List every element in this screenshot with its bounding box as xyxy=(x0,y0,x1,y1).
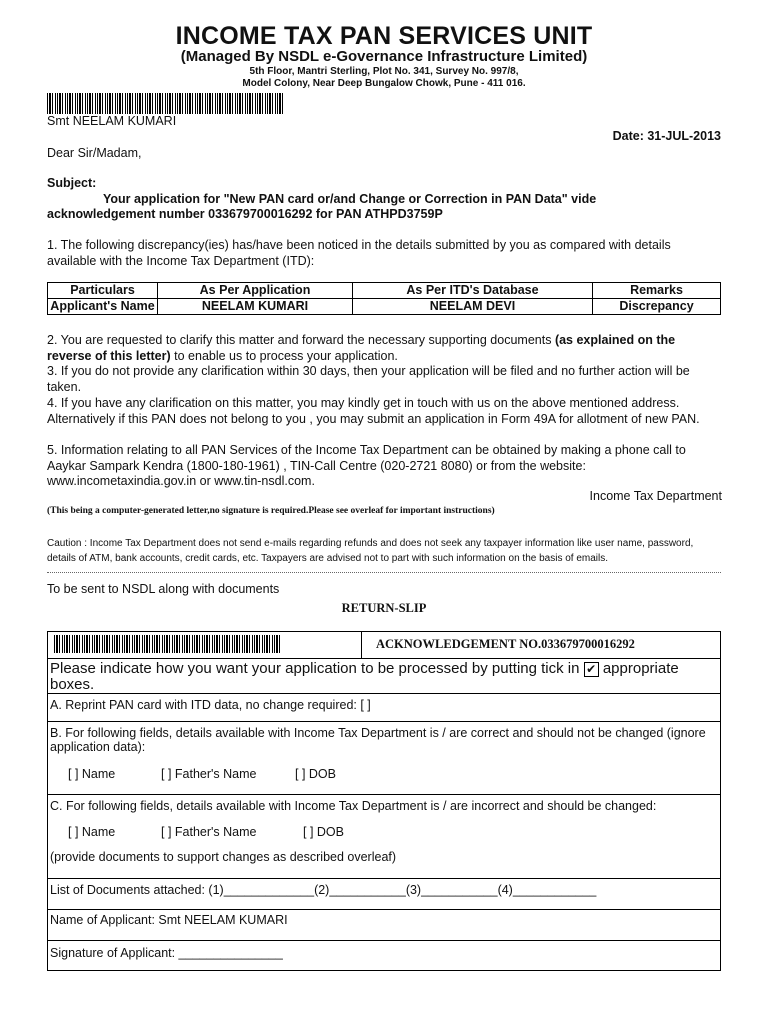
applicant-name-field: Name of Applicant: Smt NEELAM KUMARI xyxy=(48,910,720,941)
table-header: As Per ITD's Database xyxy=(353,283,593,299)
letter-date: Date: 31-JUL-2013 xyxy=(612,129,721,143)
table-cell: Discrepancy xyxy=(593,299,721,315)
paragraph-2-emphasis: (as explained on the reverse of this letter) xyxy=(47,333,676,363)
address-line-2: Model Colony, Near Deep Bungalow Chowk, Pune - 411 016. xyxy=(242,78,526,89)
option-b-dob-checkbox[interactable]: [ ] DOB xyxy=(295,767,336,781)
caution-note: Caution : Income Tax Department does not send e-mails regarding refunds and does not seek any taxpayer information like user name, password, details of ATM, bank accounts, credit cards, etc. Taxpayers are advised not to part with such information on the basis of emails. xyxy=(47,538,694,564)
sign-off: Income Tax Department xyxy=(589,489,722,503)
instruction-text-end: appropriate boxes. xyxy=(50,660,679,693)
option-c-father-checkbox[interactable]: [ ] Father's Name xyxy=(161,825,257,839)
tick-box-icon: ✔ xyxy=(584,662,599,677)
option-c-dob-checkbox[interactable]: [ ] DOB xyxy=(303,825,344,839)
option-c-name-checkbox[interactable]: [ ] Name xyxy=(68,825,116,839)
option-b xyxy=(48,722,720,795)
table-cell: Applicant's Name xyxy=(48,299,158,315)
table-header: Particulars xyxy=(48,283,158,299)
paragraph-3: 3. If you do not provide any clarification within 30 days, then your application will be filed and no further action will be taken. xyxy=(47,364,690,394)
acknowledgement-number: ACKNOWLEDGEMENT NO.033679700016292 xyxy=(376,637,635,651)
slip-barcode xyxy=(54,635,282,653)
barcode xyxy=(47,93,285,114)
table-row xyxy=(48,299,721,315)
table-cell: NEELAM DEVI xyxy=(353,299,593,315)
documents-attached-field[interactable]: List of Documents attached: (1)_____________(2)___________(3)___________(4)____________ xyxy=(48,879,720,910)
instruction-text: Please indicate how you want your application to be processed by putting tick in xyxy=(50,660,584,677)
paragraph-2-text: 2. You are requested to clarify this matter and forward the necessary supporting documents xyxy=(47,333,555,347)
paragraph-2 xyxy=(47,333,723,364)
return-slip-form xyxy=(47,631,721,971)
slip-instruction xyxy=(48,659,720,694)
paragraph-1: 1. The following discrepancy(ies) has/have been noticed in the details submitted by you as compared with details available with the Income Tax Department (ITD): xyxy=(47,238,671,268)
address-line-1: 5th Floor, Mantri Sterling, Plot No. 341, Survey No. 997/8, xyxy=(249,66,519,77)
subject-line-1: Your application for "New PAN card or/and Change or Correction in PAN Data" vide xyxy=(103,192,597,206)
cut-line xyxy=(47,572,721,573)
subject-label: Subject: xyxy=(47,176,97,190)
option-b-text: B. For following fields, details available with Income Tax Department is / are correct and should not be changed (ignore application data): xyxy=(50,726,706,754)
slip-divider xyxy=(361,632,362,658)
option-c-text: C. For following fields, details available with Income Tax Department is / are incorrect and should be changed: xyxy=(50,799,657,813)
letter-subtitle: (Managed By NSDL e-Governance Infrastructure Limited) xyxy=(180,48,588,65)
table-cell: NEELAM KUMARI xyxy=(158,299,353,315)
salutation: Dear Sir/Madam, xyxy=(47,146,142,160)
send-instruction: To be sent to NSDL along with documents xyxy=(47,582,280,596)
recipient-name: Smt NEELAM KUMARI xyxy=(47,114,177,128)
paragraph-5: 5. Information relating to all PAN Services of the Income Tax Department can be obtained by making a phone call to Aaykar Sampark Kendra (1800-180-1961) , TIN-Call Centre (020-2721 8080) or from the website: www.incometaxindia.gov.in or www.tin-nsdl.com. xyxy=(47,443,686,488)
paragraph-4: 4. If you have any clarification on this matter, you may kindly get in touch with us on the above mentioned address. Alternatively if this PAN does not belong to you , you may submit an application in Form 49A for allotment of new PAN. xyxy=(47,396,700,426)
table-header: As Per Application xyxy=(158,283,353,299)
letter-title: INCOME TAX PAN SERVICES UNIT xyxy=(175,22,593,50)
return-slip-title: RETURN-SLIP xyxy=(341,601,427,615)
option-c xyxy=(48,795,720,879)
option-c-note: (provide documents to support changes as described overleaf) xyxy=(50,850,397,864)
option-b-father-checkbox[interactable]: [ ] Father's Name xyxy=(161,767,257,781)
computer-generated-note: (This being a computer-generated letter,no signature is required.Please see overleaf for important instructions) xyxy=(47,506,495,516)
option-b-name-checkbox[interactable]: [ ] Name xyxy=(68,767,116,781)
table-header: Remarks xyxy=(593,283,721,299)
slip-header-row xyxy=(48,632,720,659)
paragraph-2-end: to enable us to process your application. xyxy=(170,348,398,363)
option-a[interactable]: A. Reprint PAN card with ITD data, no change required: [ ] xyxy=(48,694,720,722)
applicant-signature-field[interactable]: Signature of Applicant: _______________ xyxy=(50,946,283,960)
subject-line-2: acknowledgement number 033679700016292 for PAN ATHPD3759P xyxy=(47,207,443,221)
discrepancy-table xyxy=(47,282,721,315)
